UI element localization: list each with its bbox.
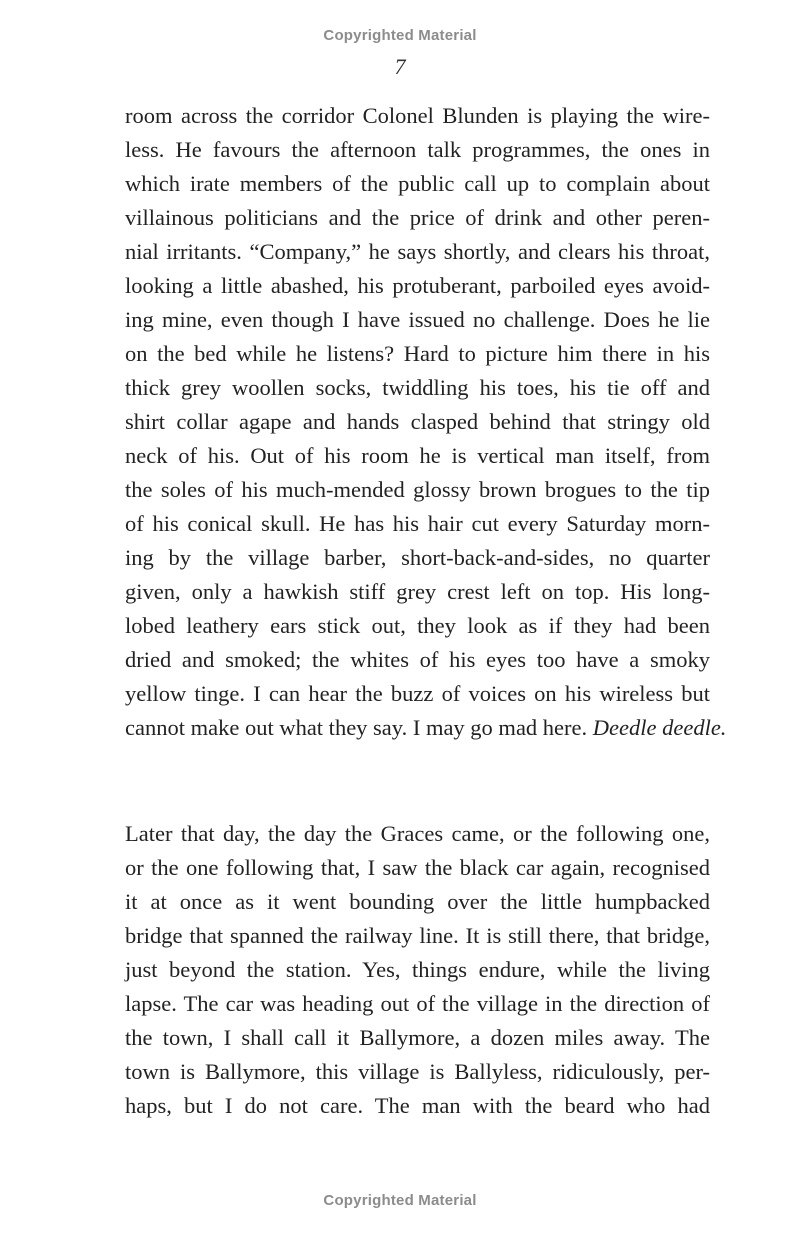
text-line: it at once as it went bounding over the little humpbacked (125, 889, 710, 914)
text-line: less. He favours the afternoon talk programmes, the ones in (125, 137, 710, 162)
text-line: which irate members of the public call up to complain about (125, 171, 710, 196)
text-line: dried and smoked; the whites of his eyes too have a smoky (125, 647, 710, 672)
copyright-watermark-top: Copyrighted Material (323, 27, 477, 44)
text-line: the town, I shall call it Ballymore, a dozen miles away. The (125, 1025, 710, 1050)
text-line: bridge that spanned the railway line. It is still there, that bridge, (125, 923, 710, 948)
text-line: shirt collar agape and hands clasped behind that stringy old (125, 409, 710, 434)
text-line: or the one following that, I saw the black car again, recognised (125, 855, 710, 880)
text-line: Later that day, the day the Graces came, or the following one, (125, 821, 710, 846)
text-line-last-roman: cannot make out what they say. I may go mad here. (125, 715, 593, 740)
text-line: just beyond the station. Yes, things endure, while the living (125, 957, 710, 982)
paragraph-2 (125, 817, 710, 1123)
italic-phrase: Deedle deedle. (592, 715, 727, 740)
text-line: villainous politicians and the price of drink and other peren- (125, 205, 710, 230)
text-line: yellow tinge. I can hear the buzz of voices on his wireless but (125, 681, 710, 706)
text-line: lapse. The car was heading out of the village in the direction of (125, 991, 710, 1016)
text-line: neck of his. Out of his room he is vertical man itself, from (125, 443, 710, 468)
text-line: ing mine, even though I have issued no challenge. Does he lie (125, 307, 710, 332)
copyright-watermark-bottom: Copyrighted Material (323, 1192, 477, 1209)
text-line: of his conical skull. He has his hair cut every Saturday morn- (125, 511, 710, 536)
text-line: given, only a hawkish stiff grey crest left on top. His long- (125, 579, 710, 604)
text-line: room across the corridor Colonel Blunden is playing the wire- (125, 103, 710, 128)
text-line: looking a little abashed, his protuberant, parboiled eyes avoid- (125, 273, 710, 298)
text-line: the soles of his much-mended glossy brown brogues to the tip (125, 477, 710, 502)
page-number: 7 (394, 54, 406, 79)
text-line: lobed leathery ears stick out, they look as if they had been (125, 613, 710, 638)
text-line: thick grey woollen socks, twiddling his toes, his tie off and (125, 375, 710, 400)
text-line: ing by the village barber, short-back-and-sides, no quarter (125, 545, 710, 570)
text-line: on the bed while he listens? Hard to picture him there in his (125, 341, 710, 366)
text-line: nial irritants. “Company,” he says shortly, and clears his throat, (125, 239, 710, 264)
text-line: haps, but I do not care. The man with the beard who had (125, 1093, 710, 1118)
text-line: town is Ballymore, this village is Ballyless, ridiculously, per- (125, 1059, 710, 1084)
paragraph-1 (125, 99, 727, 745)
text-line-last (125, 711, 727, 745)
